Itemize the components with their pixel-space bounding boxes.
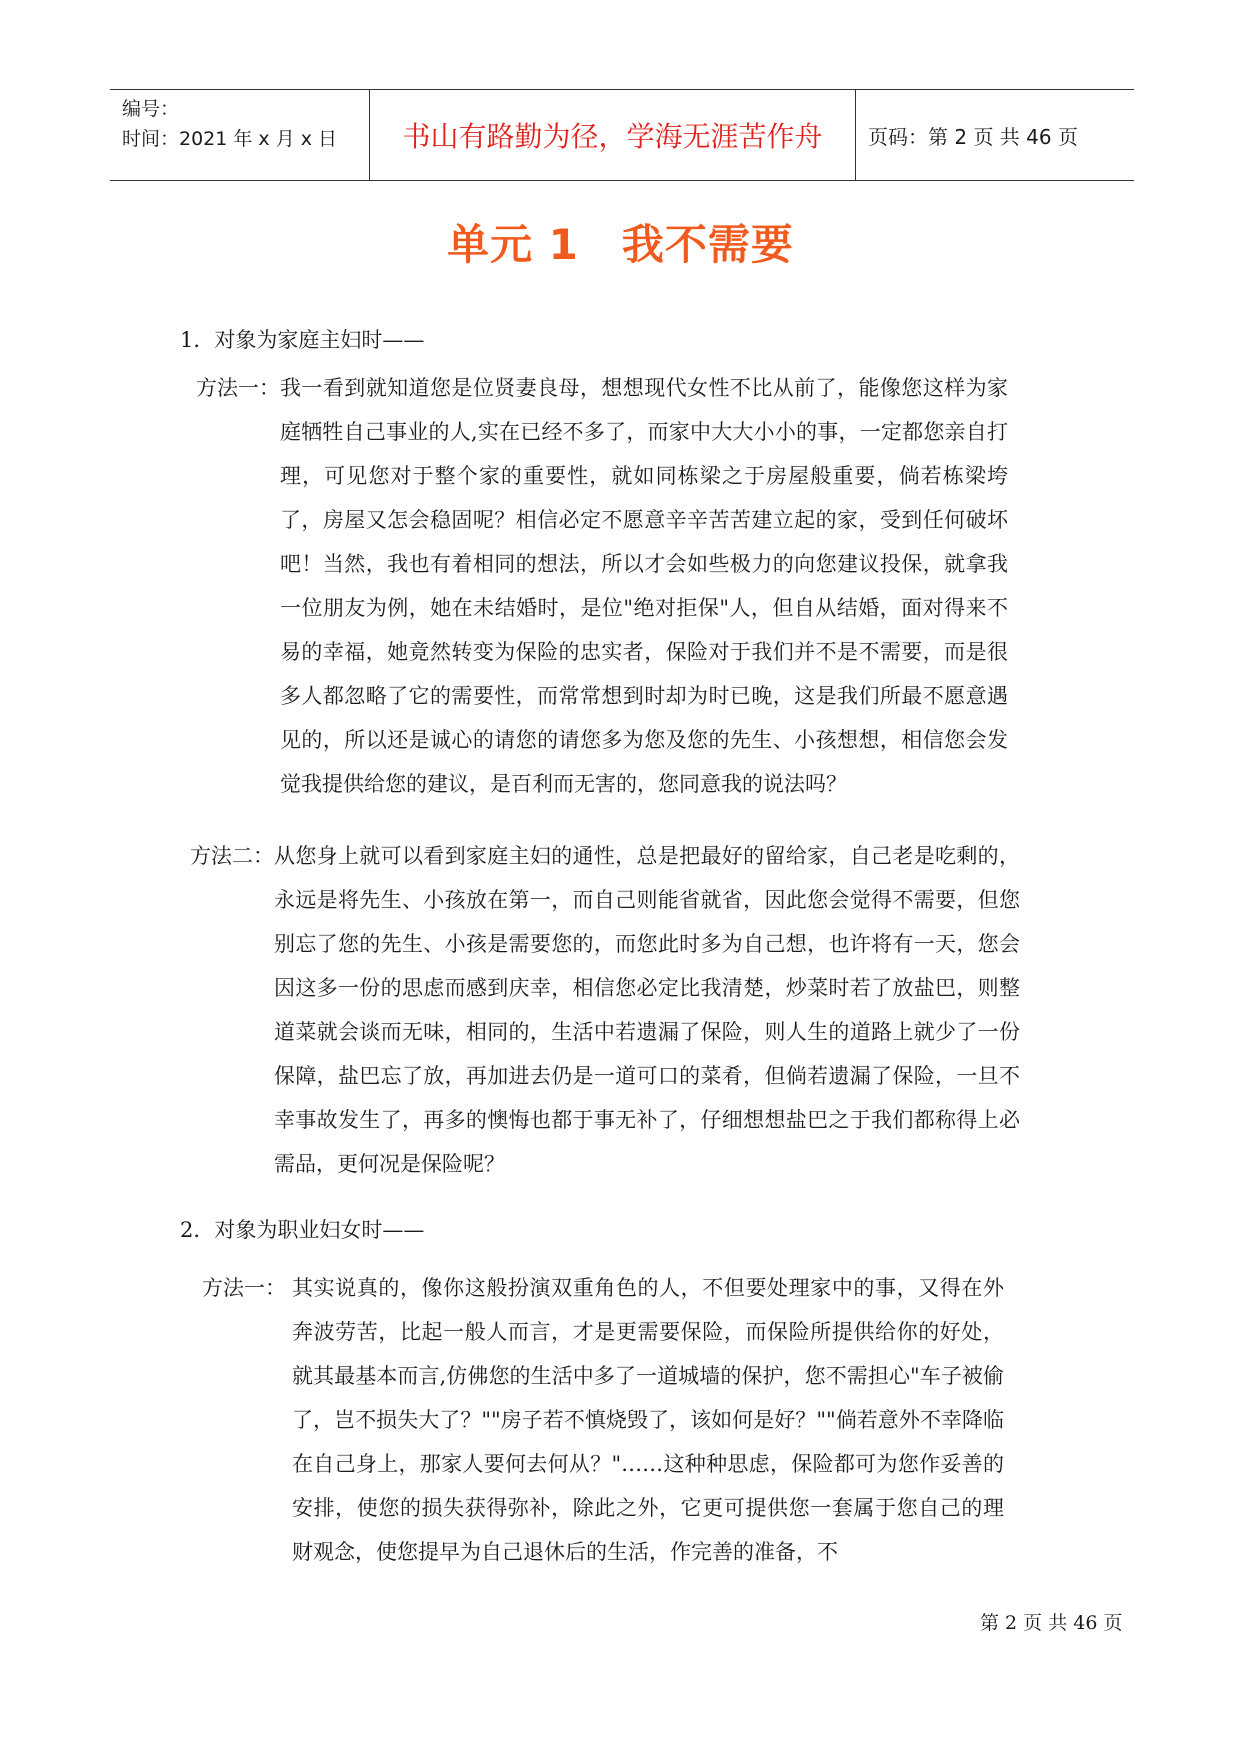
method-text: 从您身上就可以看到家庭主妇的通性，总是把最好的留给家，自己老是吃剩的，永远是将先生、小孩放在第一，而自己则能省就省，因此您会觉得不需要，但您别忘了您的先生、小孩是需要您的，而您此时多为自己想，也许将有一天，您会因这多一份的思虑而感到庆幸，相信您必定比我清楚，炒菜时若了放盐巴，则整道菜就会谈而无味，相同的，生活中若遗漏了保险，则人生的道路上就少了一份保障，盐巴忘了放，再加进去仍是一道可口的菜肴，但倘若遗漏了保险，一旦不幸事故发生了，再多的懊悔也都于事无补了，仔细想想盐巴之于我们都称得上必需品，更何况是保险呢？ (274, 844, 1020, 1176)
header-motto: 书山有路勤为径，学海无涯苦作舟 (370, 90, 856, 180)
header-page-info: 页码：第 2 页 共 46 页 (868, 124, 1078, 149)
method-label: 方法二： (190, 844, 274, 868)
method-block (190, 834, 1140, 1186)
method-block (202, 1266, 1140, 1574)
code-label: 编号： (122, 98, 180, 120)
method-block (196, 366, 1140, 806)
document-body (180, 318, 1140, 1592)
date-label: 时间：2021 年 x 月 x 日 (122, 128, 338, 150)
page-header (110, 89, 1134, 181)
method-text: 其实说真的，像你这般扮演双重角色的人，不但要处理家中的事，又得在外奔波劳苦，比起一般人而言，才是更需要保险，而保险所提供给你的好处，就其最基本而言,仿佛您的生活中多了一道城墙的保护，您不需担心"车子被偷了，岂不损失大了？""房子若不慎烧毁了，该如何是好？""倘若意外不幸降临在自己身上，那家人要何去何从？"……这种种思虑，保险都可为您作妥善的安排，使您的损失获得弥补，除此之外，它更可提供您一套属于您自己的理财观念，使您提早为自己退休后的生活，作完善的准备，不 (292, 1276, 1004, 1564)
section-heading: 1．对象为家庭主妇时—— (180, 328, 425, 352)
section-heading: 2．对象为职业妇女时—— (180, 1218, 425, 1242)
method-label: 方法一： (196, 376, 280, 400)
unit-title: 单元 1 我不需要 (447, 220, 794, 269)
page-footer: 第 2 页 共 46 页 (980, 1612, 1123, 1634)
method-label: 方法一： (202, 1276, 286, 1300)
header-meta (110, 90, 370, 180)
method-text: 我一看到就知道您是位贤妻良母，想想现代女性不比从前了，能像您这样为家庭牺牲自己事业的人,实在已经不多了，而家中大大小小的事，一定都您亲自打理，可见您对于整个家的重要性，就如同栋梁之于房屋般重要，倘若栋梁垮了，房屋又怎会稳固呢？相信必定不愿意辛辛苦苦建立起的家，受到任何破坏吧！当然，我也有着相同的想法，所以才会如些极力的向您建议投保，就拿我一位朋友为例，她在未结婚时，是位"绝对拒保"人，但自从结婚，面对得来不易的幸福，她竟然转变为保险的忠实者，保险对于我们并不是不需要，而是很多人都忽略了它的需要性，而常常想到时却为时已晚，这是我们所最不愿意遇见的，所以还是诚心的请您的请您多为您及您的先生、小孩想想，相信您会发觉我提供给您的建议，是百利而无害的，您同意我的说法吗？ (280, 376, 1008, 796)
